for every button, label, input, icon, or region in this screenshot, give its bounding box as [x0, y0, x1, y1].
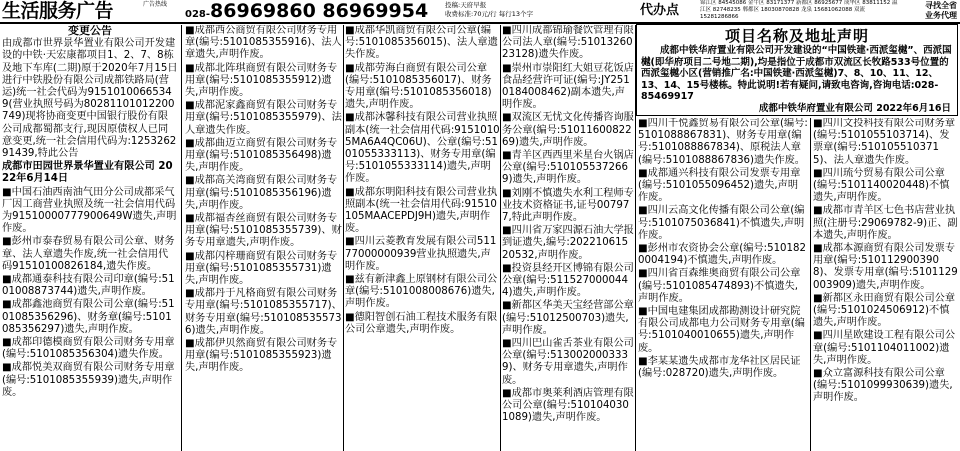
classified-ad: ■新都区华美天宝经营部公章(编号:51012500703)遗失,声明作废。 [502, 300, 634, 336]
recruit-line-2: 业务代理 [925, 11, 957, 20]
recruit-notice [905, 1, 957, 21]
classified-ad: ■四川星欧建设工程有限公司公章(编号:5101104011002)遗失,声明作废。 [813, 330, 956, 366]
classified-ad: ■四川千悦鑫贸易有限公司公章(编号:5101088867831)、财务专用章(编号:5101088867834)、原税法人章(编号:5101088867836)遗失作废。 [638, 118, 808, 166]
classified-ad: ■彭州市泰春贸易有限公司公章、财务章、法人章遗失作废,统一社会信用代码91510100826184,遗失作废。 [2, 236, 175, 272]
classified-ad: ■青羊区西西里米星台火锅店公章(编号:5101055372669)遗失,声明作废。 [502, 150, 634, 186]
recruit-line-1: 寻找全省 [925, 1, 957, 10]
phone-numbers: 86969860 86969954 [210, 0, 429, 22]
classified-ad: ■双流区无忧文化传播咨询服务公章(编号:5101160082269)遗失,声明作废。 [502, 112, 634, 148]
classified-ad: ■四川文投科技有限公司财务章(编号:5101055103714)、发票章(编号:5101055103715)、法人章遗失作废。 [813, 118, 956, 166]
classified-ad: ■中国电建集团成都勘测设计研究院有限公司成都电力公司财务专用章(编号:5101040010655)遗失,声明作废。 [638, 306, 805, 354]
classified-ad: ■刘刚不慎遗失水利工程师专业技术资格证书,证号007977,特此声明作废。 [502, 187, 634, 224]
classified-ad: ■四川琉兮贸易有限公司公章(编号:5101140020448)不慎遗失,声明作废。 [813, 167, 950, 204]
area-code: 028- [185, 9, 211, 20]
ad-column-6 [813, 118, 958, 406]
ad-column-2 [185, 25, 342, 376]
classified-ad: ■成都市奥莱利酒店管理有限公司公章(编号:5101040301089)遗失,声明作废。 [502, 387, 634, 424]
classified-ad: ■成都市青羊区七色书店营业执照(注册号:29069782-9)正、副本遗失,声明作废。 [813, 205, 958, 241]
page-header [0, 0, 960, 24]
ad-column-3 [345, 25, 500, 337]
submission-info [445, 1, 615, 18]
classified-ad: ■成都通泰科技有限公司印章(编号:5101008873744)遗失,声明作废。 [2, 274, 175, 298]
classified-ad: ■德阳智创石油工程技术服务有限公司公章遗失,声明作废。 [345, 311, 498, 335]
classified-ad: ■新都区永田商贸有限公司公章(编号:5101024506912)不慎遗失,声明作废。 [813, 292, 956, 329]
classified-ad: ■成都泥家鑫商贸有限公司财务专用章(编号:5101085355979)、法人章遗失作废。 [185, 100, 342, 136]
column-divider [810, 118, 811, 451]
classified-ad: ■兹有新津鑫上原钢材有限公司公章(编号:5101008008676)遗失,声明作废。 [345, 274, 498, 310]
classified-ad: ■众立富源科技有限公司公章(编号:5101099930639)遗失,声明作废。 [813, 368, 953, 404]
notice-signature: 成都中铁华府置业有限公司 2022年6月16日 [758, 102, 951, 114]
pricing-line: 收费标准:70元/行 每行13个字 [445, 9, 533, 18]
classified-ad: ■投资县经开区博锦有限公司公章(编号:5115270000444)遗失,声明作废。 [502, 262, 634, 299]
classified-ad: ■四川省万家四源石油大学报到证遗失,编号:20221061520532,声明作废。 [502, 225, 634, 261]
classified-ad: ■成都伊贝然商贸有限公司财务专用章(编号:5101085355923)遗失,声明作废。 [185, 338, 338, 374]
classified-ad: ■成都丹于凡格商贸有限公司财务专用章(编号:5101085355717)、财务专用章(编号:5101085355736)遗失,声明作废。 [185, 288, 342, 336]
classified-ad: ■成都福杏丝商贸有限公司财务专用章(编号:5101085355739)、财务专用章遗失,声明作废。 [185, 213, 342, 249]
classified-ad: ■四川云菱教育发展有限公司51177000000939营业执照遗失,声明作废。 [345, 236, 497, 272]
classified-ad: ■四川省百森维奥商贸有限公司公章(编号:5101085474893)不慎遗失,声明作废。 [638, 268, 801, 304]
column-divider [500, 25, 501, 451]
classified-ad: ■中国石油西南油气田分公司成都采气厂因工商营业执照及统一社会信用代码为91510000777900649W遗失,声明作废。 [2, 186, 177, 235]
notice-heading: 变更公告 [68, 25, 112, 37]
project-notice-box [636, 24, 958, 116]
agency-phones: 锦江区 84545086 金牛区 83171377 新都区 86925677 成华区 83811152 温江区 82748235 郫都区 18030870828 龙泉 15681062088 双流 15281286866 [700, 0, 898, 20]
classified-ad: ■崇州市崇阳红大姐豆花饭店食品经营许可证(编号:JY2510184008462)副本遗失,声明作废。 [502, 62, 634, 111]
classified-ad: ■成都高关湾商贸有限公司财务专用章(编号:5101085356196)遗失,声明作废。 [185, 175, 338, 211]
classified-ad: ■成都闪梓珊商贸有限公司财务专用章(编号:5101085355731)遗失,声明作废。 [185, 250, 338, 287]
classified-ad: ■成都曲迈立商贸有限公司财务专用章(编号:5101085356498)遗失,声明作废。 [185, 137, 338, 174]
ad-column-5 [638, 118, 808, 381]
classified-ad: ■李某某遗失成都市龙华社区居民证(编号:028720)遗失,声明作废。 [638, 355, 801, 380]
hotline-numbers [185, 0, 428, 26]
classified-ad: 由成都市世界景华置业有限公司开发建设的中铁·天宏康都项目1、2、7、8栋及地下车库(二期)原于2020年7月15日进行中铁股份有限公司成都铁路局(营运)统一社会代码为91510100665349(营业执照号码为80281101012200749)现将协商变更中国银行股份有限公司成都蜀都支行,现因原债权人已同意变更,统一社会信用代码为:125326291439,特此公告 [2, 38, 178, 160]
agency-label: 代办点 [640, 3, 680, 18]
classified-ad: ■彭州市农资协会公章(编号:5101820004194)不慎遗失,声明作废。 [638, 243, 806, 267]
notice-signature: 成都市田园世界景华置业有限公司 2022年6月14日 [2, 161, 173, 185]
hotline-label: 广告热线 [143, 1, 168, 8]
classified-ad: ■四川云高文化传播有限公司公章(编号:5101075036841)不慎遗失,声明作废。 [638, 205, 805, 241]
submission-line: 投稿:天府早报 [445, 1, 487, 9]
classified-ad: ■四川成都锦瑜餐饮管理有限公司法人章(编号:5101326023128)遗失作废。 [502, 25, 634, 61]
classified-ad: ■成都鑫池商贸有限公司公章(编号:5101085356296)、财务章(编号:5101085356297)遗失,声明作废。 [2, 299, 175, 335]
classified-ad: ■成都印德模商贸有限公司财务专用章(编号:5101085356304)遗失作废。 [2, 337, 175, 361]
classified-ad: ■成都通兴科技有限公司发票专用章(编号:5101055096452)遗失,声明作废。 [638, 167, 801, 204]
notice-body: 成都中铁华府置业有限公司开发建设的“中国铁建·西派玺樾”、西派国樾(即华府项目二号地二期),均是指位于成都市双流区长牧路533号位置的西派玺樾小区(营销推广名:中国铁建·西派玺樾)7、8、10、11、12、13、14、15号楼栋。特此说明!若有疑问,请致电咨询,咨询电话:028-85469917 [641, 45, 952, 102]
classified-ad: ■成都华凯商贸有限公司公章(编号:5101085356015)、法人章遗失作废。 [345, 25, 498, 61]
classified-ad: ■成都东明阳科技有限公司营业执照副本(统一社会信用代码:91510105MAACEPDJ9H)遗失,声明作废。 [345, 186, 498, 235]
classified-ad: ■成都本源商贸有限公司发票专用章(编号:5101129003908)、发票专用章(编号:5101129003909)遗失,声明作废。 [813, 243, 958, 291]
ad-column-1 [2, 25, 178, 400]
section-title: 生活服务广告 [2, 0, 114, 22]
column-divider [181, 25, 182, 451]
classified-ad: ■成都悦美双商贸有限公司财务专用章(编号:5101085355939)遗失,声明作废。 [2, 362, 175, 398]
classified-ad: ■成都北阵琪商贸有限公司财务专用章(编号:5101085355912)遗失,声明作废。 [185, 62, 338, 99]
classified-ad: ■成都沐馨科技有限公司营业执照副本(统一社会信用代码:91510105MA6A4QC06U)、公章(编号:5101055333113)、财务专用章(编号:5101055333114)遗失,声明作废。 [345, 112, 500, 185]
notice-title: 项目名称及地址声明 [724, 27, 869, 45]
classified-ad: ■成都西公商贸有限公司财务专用章(编号:5101085355916)、法人章遗失,声明作废。 [185, 25, 342, 61]
column-divider [343, 25, 344, 451]
ad-column-4 [502, 25, 634, 426]
classified-ad: ■四川巴山雀舌茶业有限公司公章(编号:5130020003339)、财务专用章遗失,声明作废。 [502, 338, 634, 386]
classified-ad: ■成都劳海白商贸有限公司公章(编号:5101085356017)、财务专用章(编号:5101085356018)遗失,声明作废。 [345, 62, 492, 111]
